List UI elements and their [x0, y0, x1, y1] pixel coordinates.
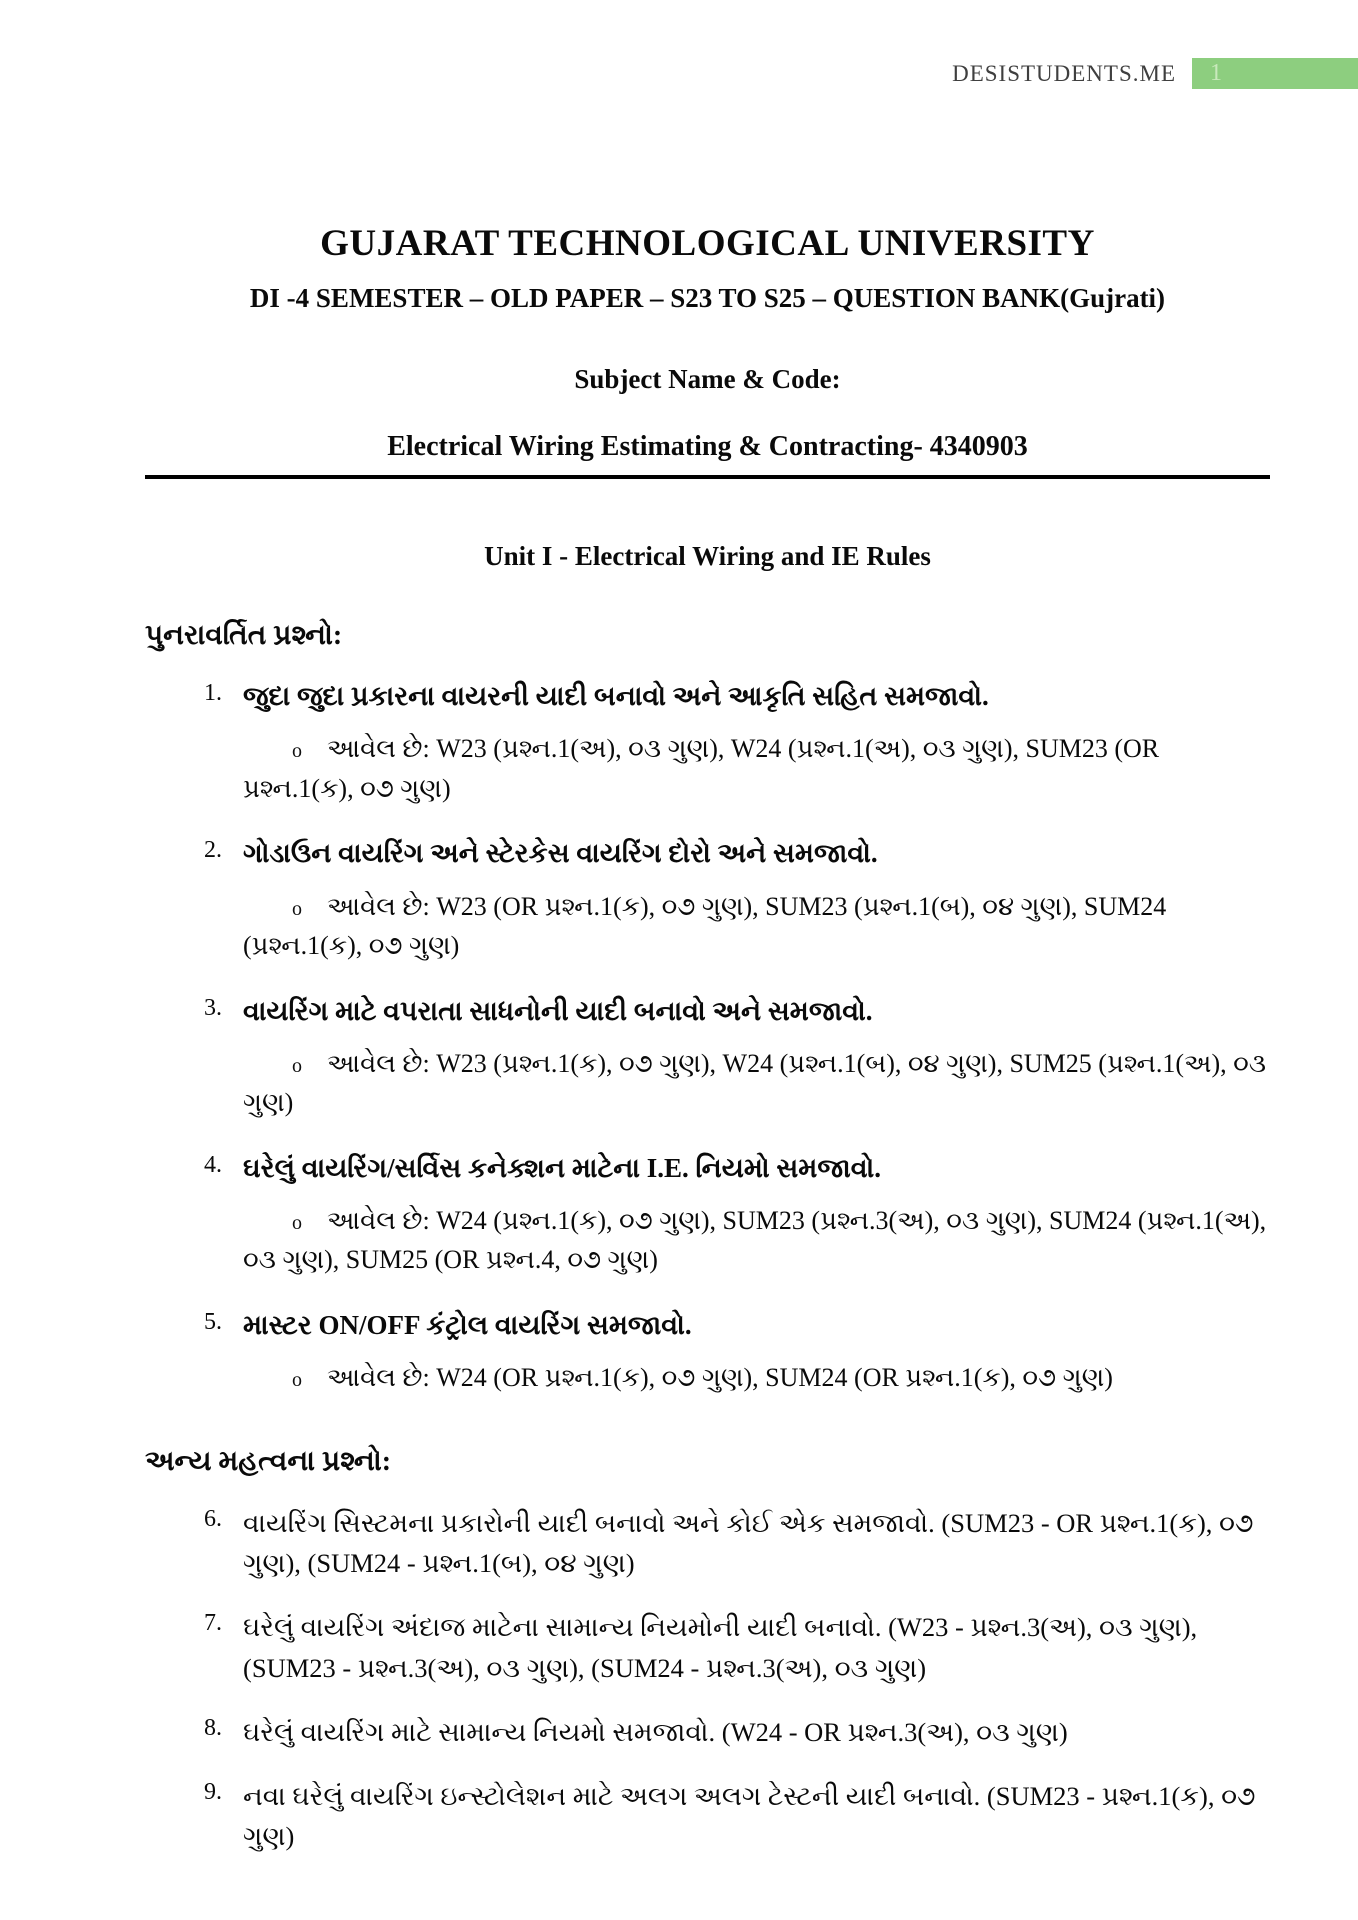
question-detail: [243, 1044, 1270, 1123]
question-item: [145, 1306, 1270, 1398]
question-item: [145, 1776, 1270, 1857]
question-detail: [243, 1201, 1270, 1280]
circle-bullet-icon: o: [292, 1211, 302, 1234]
question-text: વાયરિંગ માટે વપરાતા સાધનોની યાદી બનાવો અને સમજાવો.: [243, 995, 873, 1026]
question-item: [145, 834, 1270, 965]
question-item: [145, 992, 1270, 1123]
question-item: [145, 1712, 1270, 1752]
section-heading-repeated-questions: પુનરાવર્તિત પ્રશ્નો:: [145, 620, 343, 651]
question-row: [145, 1306, 1270, 1345]
circle-bullet-icon: o: [292, 897, 302, 920]
question-text: ઘરેલું વાયરિંગ માટે સામાન્ય નિયમો સમજાવો. (W24 - OR પ્રશ્ન.3(અ), ૦૩ ગુણ): [243, 1716, 1068, 1747]
question-item: [145, 1149, 1270, 1280]
section-heading-other-important-questions: અન્ય મહત્વના પ્રશ્નો:: [145, 1445, 392, 1477]
watermark-site-name: DESISTUDENTS.ME: [952, 60, 1176, 86]
university-title: GUJARAT TECHNOLOGICAL UNIVERSITY: [320, 223, 1095, 264]
question-row: [145, 1149, 1270, 1188]
question-row: [145, 677, 1270, 716]
page-number-badge: [1192, 58, 1358, 89]
circle-bullet-icon: o: [292, 1369, 302, 1392]
paper-subtitle: DI -4 SEMESTER – OLD PAPER – S23 TO S25 – QUESTION BANK(Gujrati): [249, 283, 1166, 313]
question-number: 3.: [204, 994, 222, 1021]
question-detail-text: આવેલ છે: W23 (પ્રશ્ન.1(અ), ૦૩ ગુણ), W24 (પ્રશ્ન.1(અ), ૦૩ ગુણ), SUM23 (OR પ્રશ્ન.1(ક), ૦૭ ગુણ): [243, 734, 1160, 803]
subject-name: Electrical Wiring Estimating & Contracting- 4340903: [145, 431, 1270, 479]
question-item: [145, 677, 1270, 808]
question-detail-text: આવેલ છે: W24 (OR પ્રશ્ન.1(ક), ૦૭ ગુણ), SUM24 (OR પ્રશ્ન.1(ક), ૦૭ ગુણ): [327, 1363, 1113, 1393]
question-row: [145, 834, 1270, 873]
question-number: 6.: [204, 1505, 222, 1532]
question-row: [145, 992, 1270, 1031]
page-number: 1: [1210, 60, 1222, 86]
question-detail-text: આવેલ છે: W23 (OR પ્રશ્ન.1(ક), ૦૭ ગુણ), SUM23 (પ્રશ્ન.1(બ), ૦૪ ગુણ), SUM24 (પ્રશ્ન.1(ક), ૦૭ ગુણ): [243, 891, 1167, 961]
question-text: ઘરેલું વાયરિંગ/સર્વિસ કનેક્શન માટેના I.E. નિયમો સમજાવો.: [243, 1152, 882, 1183]
question-text: ઘરેલું વાયરિંગ અંદાજ માટેના સામાન્ય નિયમોની યાદી બનાવો. (W23 - પ્રશ્ન.3(અ), ૦૩ ગુણ), (SUM23 - પ્રશ્ન.3(અ), ૦૩ ગુણ), (SUM24 - પ્રશ્ન.3(અ), ૦૩ ગુણ): [243, 1612, 1198, 1683]
question-text: વાયરિંગ સિસ્ટમના પ્રકારોની યાદી બનાવો અને કોઈ એક સમજાવો. (SUM23 - OR પ્રશ્ન.1(ક), ૦૭ ગુણ), (SUM24 - પ્રશ્ન.1(બ), ૦૪ ગુણ): [243, 1507, 1254, 1578]
question-number: 9.: [204, 1779, 222, 1806]
repeated-questions-list: [145, 677, 1270, 1397]
question-number: 7.: [204, 1610, 222, 1637]
question-text: જુદા જુદા પ્રકારના વાયરની યાદી બનાવો અને આકૃતિ સહિત સમજાવો.: [243, 681, 989, 712]
question-text: ગોડાઉન વાયરિંગ અને સ્ટેરકેસ વાયરિંગ દોરો અને સમજાવો.: [243, 838, 878, 869]
page-header: [0, 58, 1358, 89]
question-detail-text: આવેલ છે: W23 (પ્રશ્ન.1(ક), ૦૭ ગુણ), W24 (પ્રશ્ન.1(બ), ૦૪ ગુણ), SUM25 (પ્રશ્ન.1(અ), ૦૩ ગુણ): [243, 1048, 1267, 1118]
question-text: નવા ઘરેલું વાયરિંગ ઇન્સ્ટોલેશન માટે અલગ અલગ ટેસ્ટની યાદી બનાવો. (SUM23 - પ્રશ્ન.1(ક), ૦૭ ગુણ): [243, 1781, 1256, 1852]
question-number: 1.: [204, 680, 222, 707]
question-number: 8.: [204, 1714, 222, 1741]
unit-title: Unit I - Electrical Wiring and IE Rules: [484, 541, 931, 571]
other-questions-list: [145, 1503, 1270, 1857]
question-number: 5.: [204, 1308, 222, 1335]
question-text: માસ્ટર ON/OFF કંટ્રોલ વાયરિંગ સમજાવો.: [243, 1309, 692, 1340]
question-detail: [243, 1358, 1270, 1398]
question-detail: [243, 887, 1270, 966]
question-detail: [243, 729, 1270, 808]
question-number: 2.: [204, 837, 222, 864]
subject-label: Subject Name & Code:: [574, 364, 841, 394]
question-detail-text: આવેલ છે: W24 (પ્રશ્ન.1(ક), ૦૭ ગુણ), SUM23 (પ્રશ્ન.3(અ), ૦૩ ગુણ), SUM24 (પ્રશ્ન.1(અ), ૦૩ ગુણ), SUM25 (OR પ્રશ્ન.4, ૦૭ ગુણ): [243, 1205, 1267, 1275]
question-number: 4.: [204, 1151, 222, 1178]
circle-bullet-icon: o: [292, 740, 302, 763]
circle-bullet-icon: o: [292, 1054, 302, 1077]
question-item: [145, 1607, 1270, 1688]
question-item: [145, 1503, 1270, 1584]
